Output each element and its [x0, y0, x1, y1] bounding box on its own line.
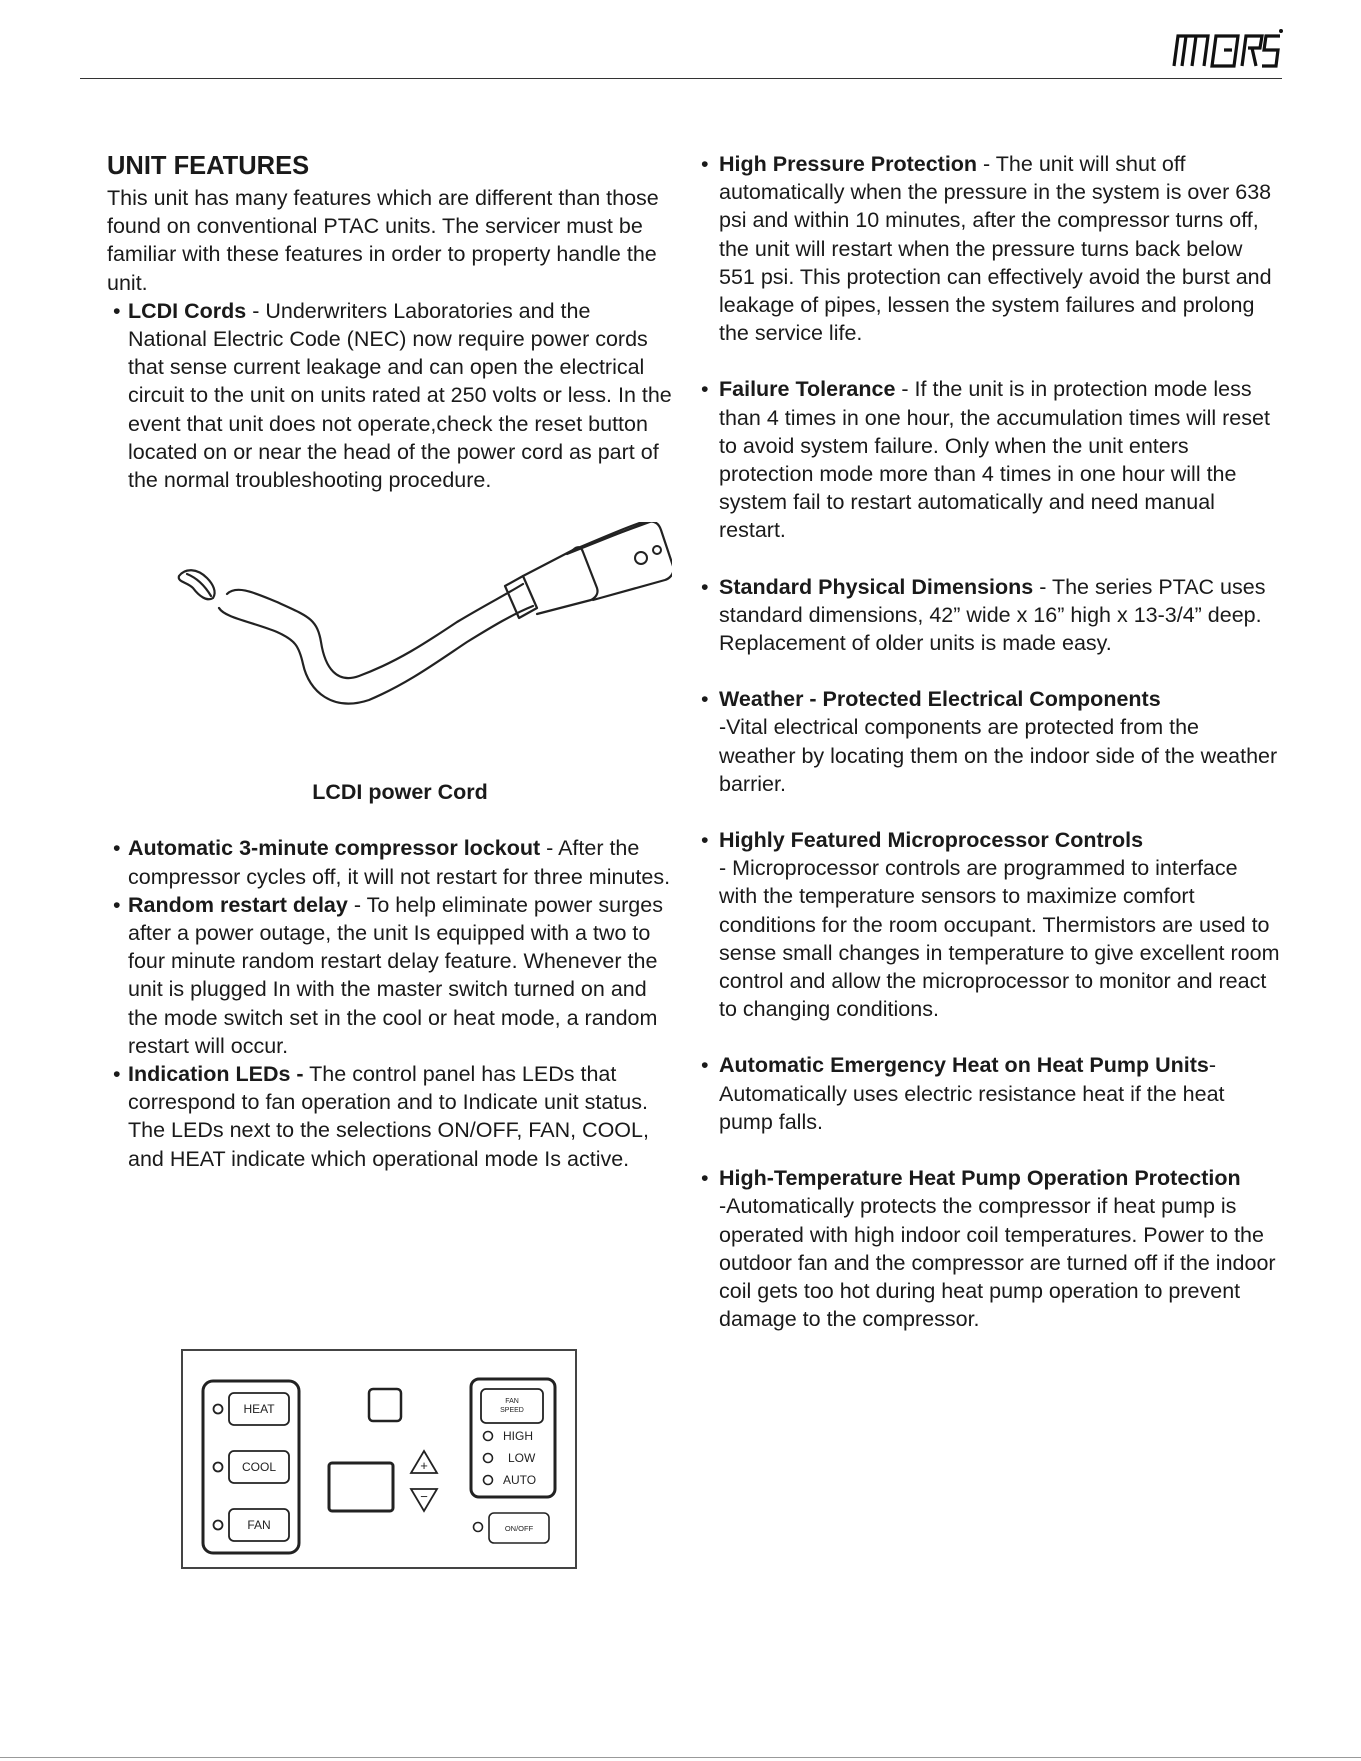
feature-text-extra: Replacement of older units is made easy.: [719, 631, 1112, 656]
intro-paragraph: This unit has many features which are different than those found on conventional PTAC units. The servicer must be familiar with these features in order to property handle the unit.: [107, 186, 659, 295]
feature-title: Highly Featured Microprocessor Controls: [719, 828, 1144, 853]
feature-microprocessor: [701, 826, 1281, 1023]
feature-text: - The series PTAC uses standard dimensions, 42” wide x 16” high x 13-3/4” deep.: [719, 574, 1266, 627]
bullet-dot: •: [701, 687, 709, 712]
feature-indication-leds: [107, 1060, 672, 1173]
feature-title: High Pressure Protection: [719, 152, 978, 176]
header-rule: [80, 78, 1282, 79]
feature-random-restart: [107, 891, 672, 1060]
bullet-dot: •: [113, 298, 121, 323]
bullet-dot: •: [701, 377, 709, 402]
left-column: [107, 150, 672, 1173]
low-label: LOW: [508, 1451, 536, 1465]
feature-emergency-heat: [701, 1051, 1281, 1136]
feature-compressor-lockout: [107, 834, 672, 890]
right-column: [701, 150, 1281, 1333]
feature-high-temp-protection: [701, 1164, 1281, 1333]
feature-high-pressure: [701, 150, 1281, 347]
plus-sign: +: [420, 1458, 428, 1473]
feature-title: LCDI Cords: [128, 298, 247, 323]
bullet-dot: •: [113, 1062, 121, 1087]
feature-text: -Automatically uses electric resistance heat if the heat pump falls.: [719, 1053, 1225, 1134]
bullet-dot: •: [113, 836, 121, 861]
minus-sign: −: [420, 1489, 428, 1504]
lcdi-cord-illustration: [107, 522, 672, 772]
feature-text: - If the unit is in protection mode less than 4 times in one hour, the accumulation times will reset to avoid system failure. Only when the unit enters protection mode more than 4 times in one hour will the system fail to restart automatically and need manual restart.: [719, 377, 1270, 543]
feature-dimensions: [701, 573, 1281, 658]
feature-title: Indication LEDs -: [128, 1062, 304, 1087]
feature-lcdi-cords: [107, 297, 672, 494]
feature-title: High-Temperature Heat Pump Operation Protection: [719, 1166, 1241, 1191]
bullet-dot: •: [701, 1053, 709, 1078]
bullet-dot: •: [701, 1166, 709, 1191]
feature-title: Failure Tolerance: [719, 377, 896, 402]
bullet-dot: •: [701, 152, 709, 176]
cord-caption: LCDI power Cord: [312, 780, 488, 805]
feature-title: Weather - Protected Electrical Components: [719, 687, 1161, 712]
feature-title: Standard Physical Dimensions: [719, 574, 1034, 599]
feature-text: - After the compressor cycles off, it will not restart for three minutes.: [128, 836, 671, 889]
feature-title: Random restart delay: [128, 892, 348, 917]
feature-text: - Underwriters Laboratories and the National Electric Code (NEC) now require power cords that sense current leakage and can open the electrical circuit to the unit on units rated at 250 volts or less. In the event that unit does not operate,check the reset button located on or near the head of the power cord as part of the normal troubleshooting procedure.: [128, 298, 672, 493]
heat-label: HEAT: [243, 1402, 275, 1416]
cool-label: COOL: [241, 1460, 277, 1474]
feature-title: Automatic Emergency Heat on Heat Pump Units: [719, 1053, 1209, 1078]
onoff-label: ON/OFF: [504, 1524, 534, 1533]
fan-label: FAN: [247, 1518, 271, 1532]
feature-text: -Vital electrical components are protected from the weather by locating them on the indoor side of the weather barrier.: [719, 715, 1278, 796]
bullet-dot: •: [701, 828, 709, 853]
feature-failure-tolerance: [701, 375, 1281, 544]
section-title: UNIT FEATURES: [107, 152, 310, 180]
auto-label: AUTO: [503, 1473, 537, 1487]
feature-text: The control panel has LEDs that correspond to fan operation and to Indicate unit status. The LEDs next to the selections ON/OFF, FAN, COOL, and HEAT indicate which operational mode Is active.: [128, 1062, 649, 1171]
fan-speed-label-1: FAN: [505, 1398, 519, 1405]
mars-logo: [1168, 26, 1284, 74]
feature-text: - To help eliminate power surges after a power outage, the unit Is equipped with a two to four minute random restart delay feature. Whenever the unit is plugged In with the master switch turned on and the mode switch set in the cool or heat mode, a random restart will occur.: [128, 892, 663, 1058]
bullet-dot: •: [113, 892, 121, 917]
bullet-dot: •: [701, 574, 709, 599]
feature-text: - The unit will shut off automatically when the pressure in the system is over 638 psi and within 10 minutes, after the compressor turns off, the unit will restart when the pressure turns back below 551 psi. This protection can effectively avoid the burst and leakage of pipes, lessen the system failures and prolong the service life.: [719, 152, 1272, 346]
high-label: HIGH: [503, 1429, 533, 1443]
control-panel-figure: [181, 1349, 577, 1569]
feature-text: -Automatically protects the compressor if heat pump is operated with high indoor coil temperatures. Power to the outdoor fan and the compressor are turned off if the indoor coil gets too hot during heat pump operation to prevent damage to the compressor.: [719, 1194, 1276, 1332]
feature-text: - Microprocessor controls are programmed to interface with the temperature sensors to maximize comfort conditions for the room occupant. Thermistors are used to sense small changes in temperature to give excellent room control and allow the microprocessor to monitor and react to changing conditions.: [719, 856, 1280, 1022]
lcdi-cord-figure: [107, 522, 672, 772]
fan-speed-label-2: SPEED: [500, 1407, 524, 1414]
feature-title: Automatic 3-minute compressor lockout: [128, 836, 541, 861]
feature-weather-protected: [701, 685, 1281, 798]
footer-rule: [0, 1757, 1361, 1758]
